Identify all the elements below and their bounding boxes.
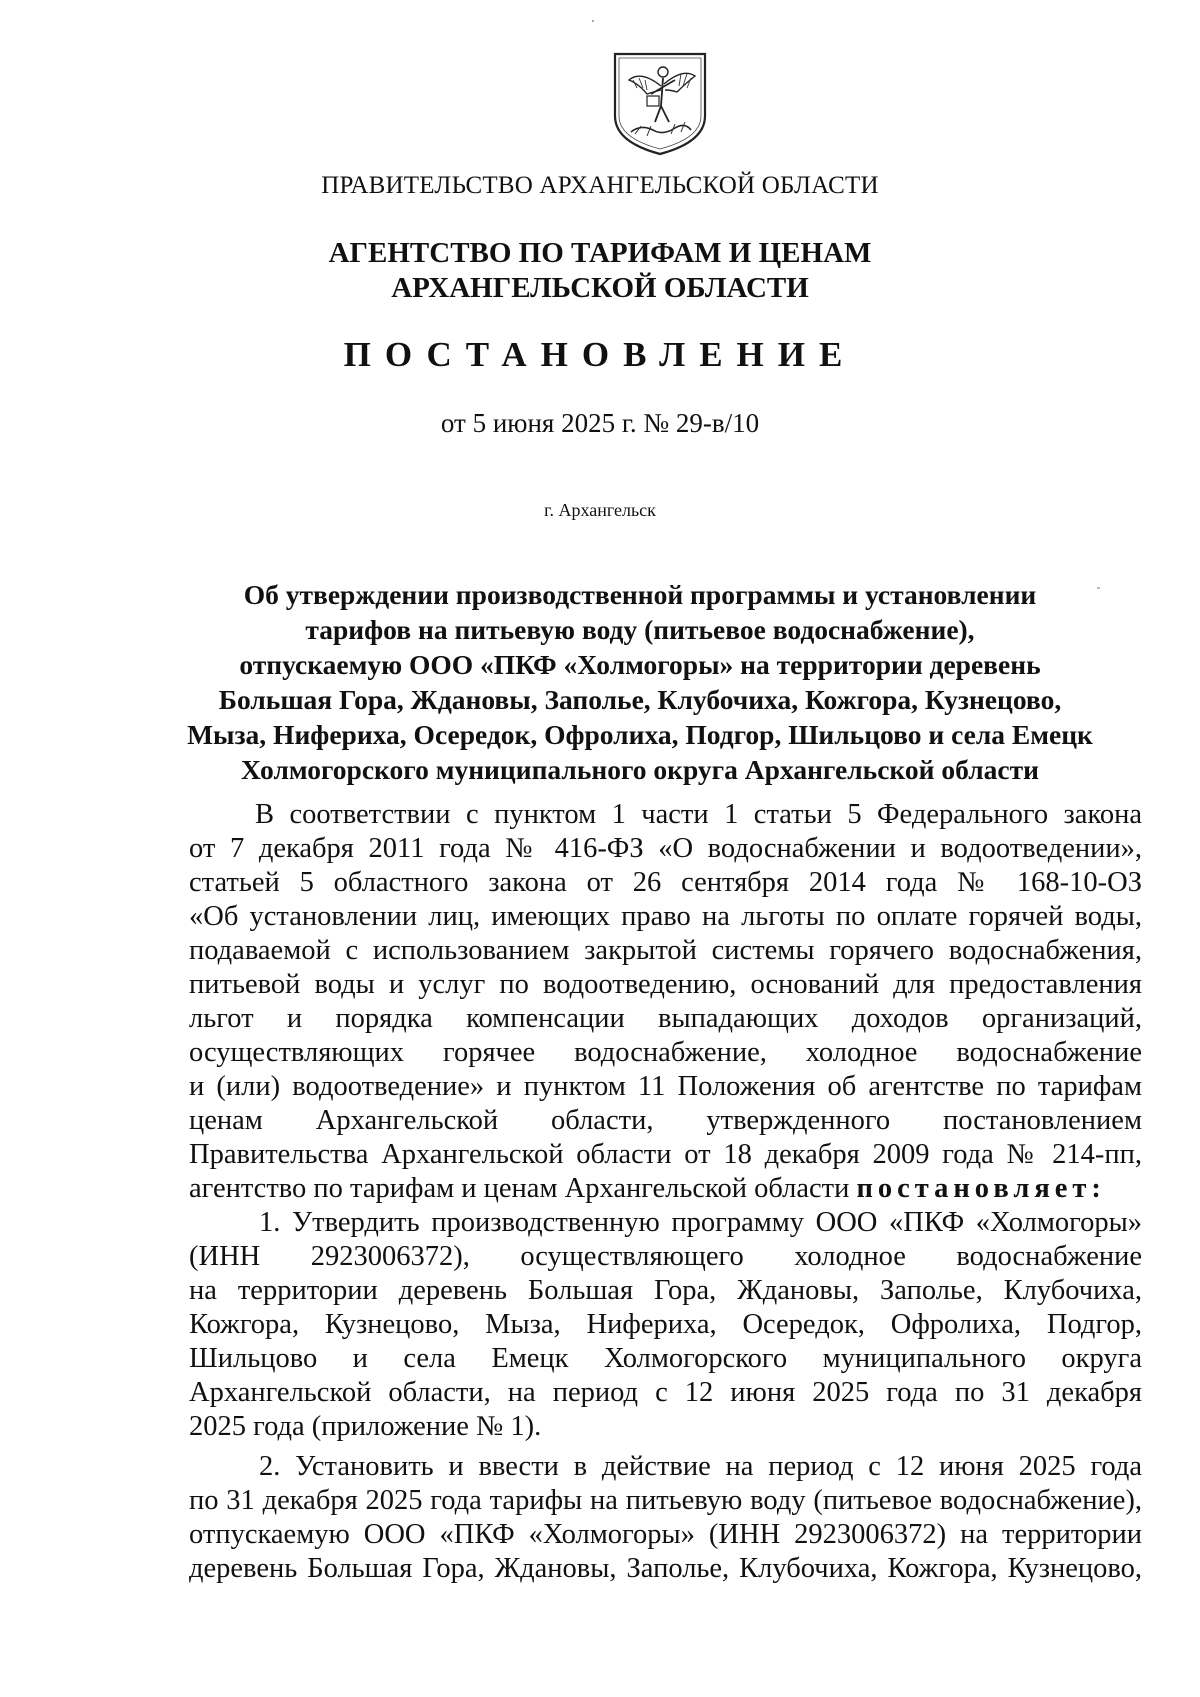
body-line: «Об установлении лиц, имеющих право на льготы по оплате горячей воды,: [189, 901, 1142, 932]
body-line: 2. Установить и ввести в действие на период с 12 июня 2025 года: [259, 1451, 1142, 1482]
body-line: 2025 года (приложение № 1).: [189, 1411, 542, 1442]
body-line: статьей 5 областного закона от 26 сентября 2014 года № 168-10-ОЗ: [189, 867, 1142, 898]
body-line: Шильцово и села Емецк Холмогорского муниципального округа: [189, 1343, 1142, 1374]
body-line: Архангельской области, на период с 12 июня 2025 года по 31 декабря: [189, 1377, 1142, 1408]
body-line: отпускаемую ООО «ПКФ «Холмогоры» (ИНН 2923006372) на территории: [189, 1519, 1142, 1550]
body-line: В соответствии с пунктом 1 части 1 статьи 5 Федерального закона: [255, 799, 1142, 830]
coat-of-arms-emblem-icon: [611, 50, 709, 158]
title-line: тарифов на питьевую воду (питьевое водоснабжение),: [305, 614, 975, 645]
body-line: и (или) водоотведение» и пунктом 11 Положения об агентстве по тарифам: [189, 1071, 1142, 1102]
body-line: Кожгора, Кузнецово, Мыза, Нифериха, Осередок, Офролиха, Подгор,: [189, 1309, 1142, 1340]
document-type: ПОСТАНОВЛЕНИЕ: [343, 335, 857, 374]
document-title: [180, 577, 1100, 787]
body-line: ценам Архангельской области, утвержденного постановлением: [189, 1105, 1142, 1136]
body-line: [189, 1172, 1142, 1206]
scan-speck: [592, 20, 594, 22]
government-name: ПРАВИТЕЛЬСТВО АРХАНГЕЛЬСКОЙ ОБЛАСТИ: [321, 172, 879, 199]
agency-name: [0, 236, 1200, 306]
preamble-paragraph: [189, 798, 1142, 1206]
body-line: осуществляющих горячее водоснабжение, холодное водоснабжение: [189, 1037, 1142, 1068]
body-line: льгот и порядка компенсации выпадающих доходов организаций,: [189, 1003, 1142, 1034]
body-line: на территории деревень Большая Гора, Ждановы, Заполье, Клубочиха,: [189, 1275, 1142, 1306]
body-line: от 7 декабря 2011 года № 416-ФЗ «О водоснабжении и водоотведении»,: [189, 833, 1142, 864]
agency-name-line: АГЕНТСТВО ПО ТАРИФАМ И ЦЕНАМ: [328, 237, 872, 269]
document-date-number: от 5 июня 2025 г. № 29-в/10: [440, 408, 760, 438]
title-line: отпускаемую ООО «ПКФ «Холмогоры» на территории деревень: [239, 649, 1041, 680]
preamble-last-text: агентство по тарифам и ценам Архангельской области: [189, 1173, 857, 1204]
title-line: Холмогорского муниципального округа Архангельской области: [241, 754, 1039, 785]
document-body: [189, 798, 1142, 1586]
document-city: г. Архангельск: [544, 500, 656, 520]
body-line: 1. Утвердить производственную программу ООО «ПКФ «Холмогоры»: [259, 1207, 1142, 1238]
body-line: по 31 декабря 2025 года тарифы на питьевую воду (питьевое водоснабжение),: [189, 1485, 1142, 1516]
title-line: Большая Гора, Ждановы, Заполье, Клубочиха, Кожгора, Кузнецово,: [218, 684, 1062, 715]
body-line: подаваемой с использованием закрытой системы горячего водоснабжения,: [189, 935, 1142, 966]
resolution-keyword: постановляет:: [856, 1173, 1106, 1204]
title-line: Об утверждении производственной программы и установлении: [243, 579, 1037, 610]
body-line: Правительства Архангельской области от 18 декабря 2009 года № 214-пп,: [189, 1139, 1142, 1170]
body-line: питьевой воды и услуг по водоотведению, оснований для предоставления: [189, 969, 1142, 1000]
item-1-paragraph: [189, 1206, 1142, 1444]
agency-name-line: АРХАНГЕЛЬСКОЙ ОБЛАСТИ: [391, 272, 809, 304]
body-line: деревень Большая Гора, Ждановы, Заполье, Клубочиха, Кожгора, Кузнецово,: [189, 1553, 1142, 1584]
title-line: Мыза, Нифериха, Осередок, Офролиха, Подгор, Шильцово и села Емецк: [187, 719, 1093, 750]
body-line: (ИНН 2923006372), осуществляющего холодное водоснабжение: [189, 1241, 1142, 1272]
item-2-paragraph: [189, 1450, 1142, 1586]
